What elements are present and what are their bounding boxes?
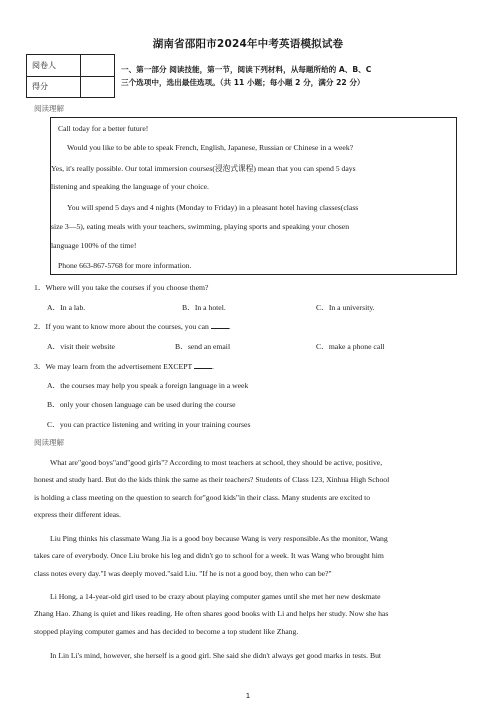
passage-line: class notes every day."I was deeply moved."said Liu. "If he is not a good boy, then who can be?" [34, 568, 332, 578]
question-3-stem-text: 3．We may learn from the advertisement EXCEPT [34, 362, 193, 371]
passage-line: Zhang Hao. Zhang is quiet and likes reading. He often shares good books with Li and helps her study. Now she has [34, 609, 389, 619]
question-2-option-a: A．visit their website [47, 342, 115, 351]
passage-paragraph-2 [34, 530, 462, 582]
passage-paragraph-3 [34, 588, 462, 640]
passage-line: stopped playing computer games and has decided to become a top student like Zhang. [34, 626, 299, 636]
page-number: 1 [245, 692, 251, 700]
question-3-stem [34, 361, 214, 372]
instructions-line-2: 三个选项中，选出最佳选项。（共 11 小题；每小题 2 分，满分 22 分） [121, 77, 365, 87]
grading-table [26, 54, 115, 98]
advertisement-box [50, 117, 457, 275]
reviewer-label: 阅卷人 [27, 55, 81, 77]
question-1-option-a: A．In a lab. [47, 303, 86, 312]
passage-line: express their different ideas. [34, 509, 121, 519]
ad-line-2: Would you like to be able to speak French, English, Japanese, Russian or Chinese in a week? [67, 143, 354, 152]
passage-paragraph-4 [34, 647, 462, 664]
answer-blank [211, 322, 229, 329]
section-label-reading-1: 阅读理解 [34, 104, 64, 113]
question-2-stem-end: . [228, 322, 231, 331]
question-2-stem-text: 2．If you want to know more about the courses, you can [34, 322, 209, 331]
question-2-option-b: B．send an email [175, 342, 231, 351]
ad-line-5: You will spend 5 days and 4 nights (Monday to Friday) in a pleasant hotel having classes(class [67, 203, 359, 212]
question-1-option-b: B．In a hotel. [182, 303, 226, 312]
ad-line-6: size 3—5), eating meals with your teachers, swimming, playing sports and speaking your chosen [51, 222, 350, 231]
reviewer-cell [81, 55, 115, 77]
answer-blank [194, 362, 212, 369]
question-3-option-c: C．you can practice listening and writing in your training courses [47, 420, 251, 429]
question-3-option-b: B．only your chosen language can be used during the course [47, 400, 236, 409]
passage-line: Liu Ping thinks his classmate Wang Jia is a good boy because Wang is very responsible.As the monitor, Wang [50, 534, 388, 543]
instructions-line-1: 一、第一部分 阅读技能，第一节，阅读下列材料，从每题所给的 A、B、C [121, 65, 372, 74]
passage-line: honest and study hard. But do the kids think the same as their teachers? Students of Class 123, Xinhua High School [34, 475, 390, 485]
question-1-stem: 1．Where will you take the courses if you choose them? [34, 283, 209, 292]
ad-line-4: listening and speaking the language of your choice. [51, 182, 209, 191]
ad-line-8: Phone 663-867-5768 for more information. [58, 261, 192, 270]
ad-line-1: Call today for a better future! [58, 124, 149, 133]
question-3-stem-end: . [212, 362, 214, 371]
passage-line: In Lin Li's mind, however, she herself is a good girl. She said she didn't always get good marks in tests. But [50, 651, 382, 660]
score-label: 得分 [27, 76, 81, 98]
ad-line-3: Yes, it's really possible. Our total immersion courses(浸泡式课程) mean that you can spend 5 days [51, 164, 356, 173]
score-cell [81, 76, 115, 98]
section-instructions [121, 64, 471, 89]
ad-line-7: language 100% of the time! [51, 241, 137, 250]
section-label-reading-2: 阅读理解 [34, 438, 64, 447]
question-2-stem [34, 321, 231, 332]
question-2-option-c: C．make a phone call [316, 342, 385, 351]
exam-title: 湖南省邵阳市2024年中考英语模拟试卷 [152, 38, 344, 50]
passage-line: What are"good boys"and"good girls"? According to most teachers at school, they should be active, positive, [50, 458, 383, 467]
passage-line: Li Hong, a 14-year-old girl used to be crazy about playing computer games until she met her new deskmate [50, 592, 381, 601]
question-1-option-c: C．In a university. [316, 303, 375, 312]
question-3-option-a: A．the courses may help you speak a foreign language in a week [47, 381, 249, 390]
passage-line: takes care of everybody. Once Liu broke his leg and didn't go to school for a week. It was Wang who brought him [34, 551, 384, 561]
passage-line: is holding a class meeting on the question to search for"good kids"in their class. Many students are excited to [34, 492, 371, 502]
passage-paragraph-1 [34, 454, 462, 523]
